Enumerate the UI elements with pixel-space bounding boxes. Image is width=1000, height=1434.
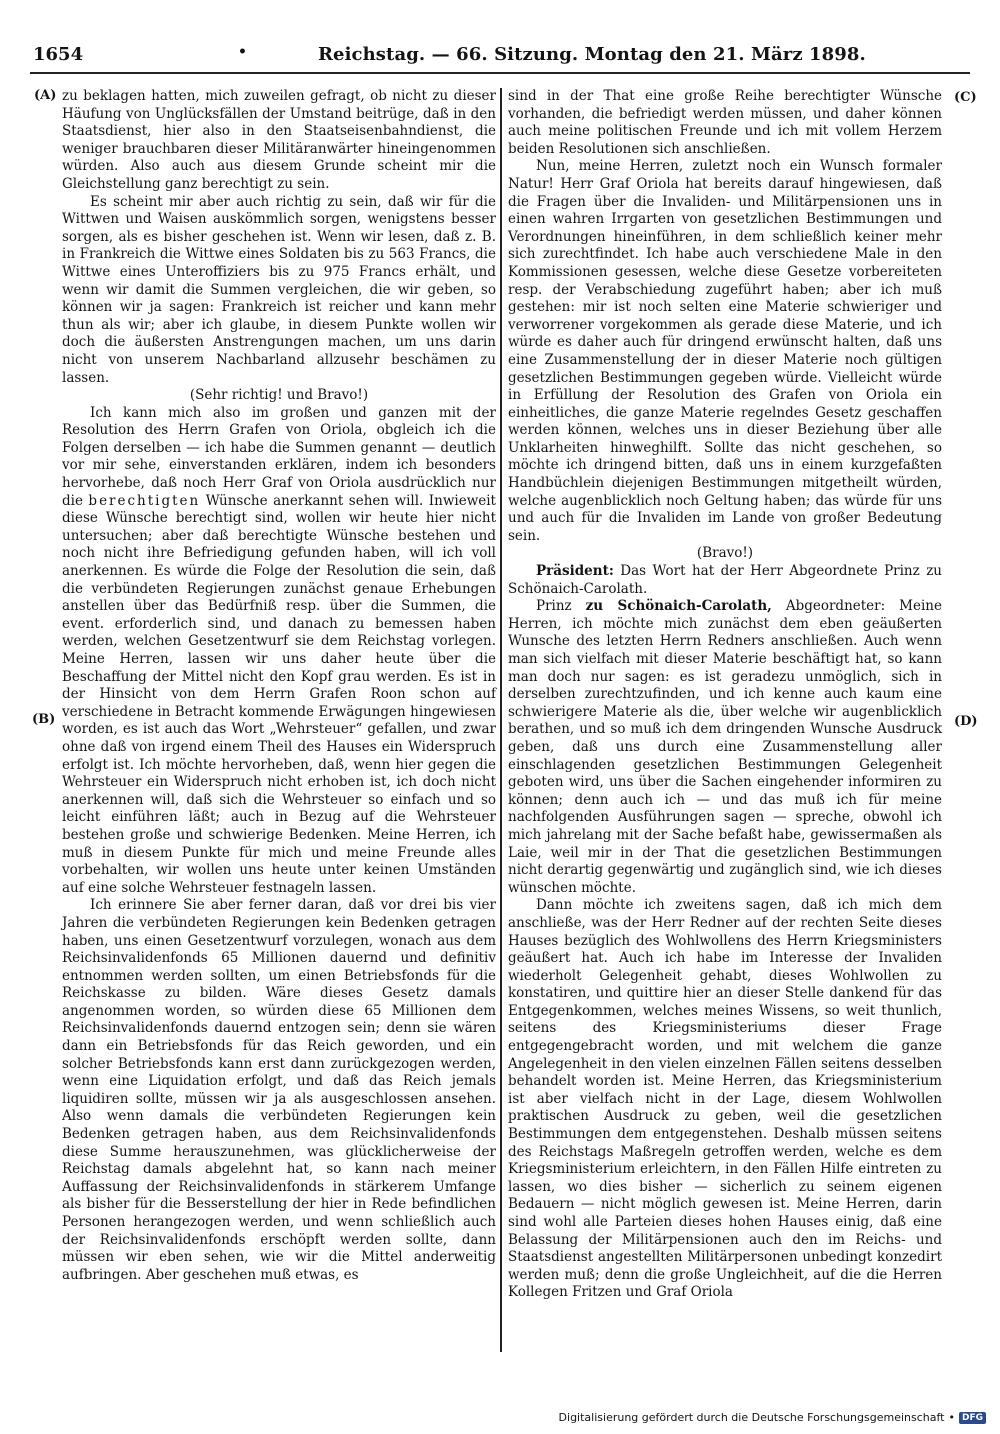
left-paragraph-4: Ich erinnere Sie aber ferner daran, daß vor drei bis vier Jahren die verbündeten Regierungen kein Bedenken getragen haben, uns einen Gesetzentwurf vorzulegen, wonach aus dem Reichsinvalidenfonds 65 Millionen dauernd und definitiv entnommen werden sollten, um einen Betriebsfonds für die Reichskasse zu bilden. Wäre dieses Gesetz damals angenommen worden, so würden diese 65 Millionen dem Reichsinvalidenfonds dauernd entzogen sein; denn sie wären dann ein Betriebsfonds für das Reich geworden, und ein solcher Betriebsfonds kann erst dann zurückgezogen werden, wenn eine Liquidation erfolgt, und daß das Reich jemals liquidiren sollte, müssen wir ja als ausgeschlossen ansehen. Also wenn damals die verbündeten Regierungen kein Bedenken getragen haben, aus dem Reichsinvalidenfonds diese Summe herauszunehmen, was glücklicherweise der Reichstag damals abgelehnt hat, so kann nach meiner Auffassung der Reichsinvalidenfonds in stärkerem Umfange als bisher für die Besserstellung der hier in Rede befindlichen Personen herangezogen werden, und wenn schließlich auch der Reichsinvalidenfonds erschöpft werden sollte, dann müssen wir eben sehen, wie wir die Mittel anderweitig aufbringen. Aber geschehen muß etwas, es: [62, 897, 496, 1283]
speaker-name: zu Schönaich-Carolath,: [585, 598, 772, 615]
page-header: [30, 38, 970, 68]
header-title: Reichstag. — 66. Sitzung. Montag den 21. März 1898.: [318, 44, 866, 65]
right-paragraph-4: Dann möchte ich zweitens sagen, daß ich mich dem anschließe, was der Herr Redner auf der rechten Seite dieses Hauses bezüglich des Wohlwollens des Herrn Kriegsministers geäußert hat. Auch ich habe im Interesse der Invaliden wiederholt Gelegenheit gehabt, dieses Wohlwollen zu konstatiren, und quittire hier an dieser Stelle dankend für das Entgegenkommen, welches meines Wissens, so weit thunlich, seitens des Kriegsministeriums dieser Frage entgegengebracht worden, und mit welchem die ganze Angelegenheit in den vielen einzelnen Fällen seitens desselben behandelt worden ist. Meine Herren, das Kriegsministerium ist aber vielfach nicht in der Lage, diesem Wohlwollen praktischen Ausdruck zu geben, weil die gesetzlichen Bestimmungen dem entgegenstehen. Deshalb müssen seitens des Reichstags Maßregeln getroffen werden, welche es dem Kriegsministerium erleichtern, in den Fällen Hilfe eintreten zu lassen, wo dies bisher — sicherlich zu seinem eigenen Bedauern — nicht möglich gewesen ist. Meine Herren, darin sind wohl alle Parteien dieses hohen Hauses einig, daß eine Belassung der Militärpensionen auch den im Reichs- und Staatsdienst angestellten Militärpersonen unbedingt konzedirt werden muß; denn die große Ungleichheit, auf die die Herren Kollegen Fritzen und Graf Oriola: [508, 897, 942, 1301]
footer-separator: •: [948, 1411, 955, 1424]
column-divider: [500, 88, 502, 1352]
margin-letter-a: (A): [34, 88, 57, 103]
margin-letter-b: (B): [32, 712, 56, 727]
left-paragraph-3-part-a: Ich kann mich also im großen und ganzen mit der Resolution des Herrn Grafen von Oriola, obgleich ich die Folgen derselben — ich habe die Summen genannt — deutlich vor mir sehe, einverstanden erklären, indem ich besonders hervorhebe, daß noch Herr Graf von Oriola ausdrücklich nur die: [62, 404, 496, 509]
applause-note-2: (Bravo!): [696, 545, 754, 562]
speaker-role: Abgeordneter:: [785, 598, 886, 615]
margin-letter-d: (D): [954, 714, 978, 729]
header-rule: [30, 72, 970, 74]
right-paragraph-1: sind in der That eine große Reihe berechtigter Wünsche vorhanden, die befriedigt werden müssen, und daher können auch meine politischen Freunde und ich mit vollem Herzem beiden Resolutionen sich anschließen.: [508, 88, 942, 157]
left-paragraph-1: zu beklagen hatten, mich zuweilen gefragt, ob nicht zu dieser Häufung von Unglücksfällen der Umstand beitrüge, daß in den Staatsdienst, hier also in den Staatseisenbahndienst, die weniger brauchbaren dieser Militäranwärter hineingenommen würden. Also auch aus diesem Grunde scheint mir die Gleichstellung ganz berechtigt zu sein.: [62, 88, 496, 192]
left-paragraph-2: Es scheint mir aber auch richtig zu sein, daß wir für die Wittwen und Waisen auskömmlich sorgen, wenigstens besser sorgen, als es bisher geschehen ist. Wenn wir lesen, daß z. B. in Frankreich die Wittwe eines Soldaten bis zu 563 Francs, die Wittwe eines Unteroffiziers bis zu 975 Francs erhält, und wenn wir damit die Summen vergleichen, die wir geben, so können wir ja sagen: Frankreich ist reicher und kann mehr thun als wir; aber ich glaube, in diesem Punkte wollen wir doch die äußersten Anstrengungen machen, um uns darin nicht von unserem Nachbarland allzusehr beschämen zu lassen.: [62, 193, 496, 386]
applause-note-1: (Sehr richtig! und Bravo!): [189, 387, 369, 404]
emphasized-word: berechtigten: [88, 492, 201, 509]
right-column: [508, 88, 942, 1302]
digitization-footer: [559, 1411, 986, 1424]
left-column: [62, 88, 496, 1284]
footer-text: Digitalisierung gefördert durch die Deutsche Forschungsgemeinschaft: [558, 1411, 945, 1424]
margin-letter-c: (C): [954, 90, 977, 105]
president-text: Das Wort hat der Herr Abgeordnete Prinz zu Schönaich-Carolath.: [508, 563, 942, 597]
president-statement: [508, 563, 942, 598]
page-number: 1654: [33, 44, 84, 65]
speaker-text: Meine Herren, ich möchte mich zunächst dem eben geäußerten Wunsche des letzten Herrn Redners anschließen. Auch wenn man sich vielfach mit dieser Materie beschäftigt hat, so kann man doch nur sagen: es ist geradezu unmöglich, sich in derselben zurechtzufinden, und ich kenne auch kaum eine schwierigere Materie als die, über welche wir augenblicklich berathen, und so muß ich dem dringenden Wunsche Ausdruck geben, daß uns durch eine Zusammenstellung aller einschlagenden gesetzlichen Bestimmungen Gelegenheit geboten wird, uns über die Sachen eingehender informiren zu können; denn auch ich — und das muß ich für meine nachfolgenden Ausführungen sagen — spreche, obwohl ich mich jahrelang mit der Sache befaßt habe, gewissermaßen als Laie, weil mir in der That die gesetzlichen Bestimmungen nicht derartig gegenwärtig und zugänglich sind, wie ich dieses wünschen möchte.: [508, 598, 942, 896]
speaker-paragraph: [508, 598, 942, 897]
left-paragraph-3-part-b: Wünsche anerkannt sehen will. Inwieweit diese Wünsche berechtigt sind, wollen wir heute hier nicht untersuchen; aber daß berechtigte Wünsche bestehen und noch nicht ihre Befriedigung gefunden haben, will ich voll anerkennen. Es würde die Folge der Resolution die sein, daß die verbündeten Regierungen zunächst genaue Erhebungen anstellen über das Bedürfniß resp. über die Summen, die event. erforderlich sind, und danach zu bemessen haben werden, welchen Gesetzentwurf sie dem Reichstag vorlegen. Meine Herren, lassen wir uns daher heute über die Beschaffung der Mittel nicht den Kopf grau werden. Es ist in der Hinsicht von dem Herrn Grafen Roon schon auf verschiedene in Betracht kommende Erwägungen hingewiesen worden, es ist auch das Wort „Wehrsteuer“ gefallen, und zwar ohne daß von irgend einem Theil des Hauses ein Widerspruch erfolgt ist. Ich möchte hervorheben, daß, wenn hier gegen die Wehrsteuer ein Widerspruch nicht erhoben ist, ich doch nicht anerkennen will, daß sich die Wehrsteuer so einfach und so leicht einführen läßt; auch in Bezug auf die Wehrsteuer bestehen große und schwierige Bedenken. Meine Herren, ich muß in diesem Punkte für mich und meine Freunde alles vorbehalten, wir wollen uns heute unter keinen Umständen auf eine solche Wehrsteuer festnageln lassen.: [62, 492, 496, 896]
header-separator: •: [238, 44, 247, 60]
left-paragraph-3: [62, 405, 496, 898]
president-label: Präsident:: [536, 563, 614, 580]
speaker-prefix: Prinz: [536, 598, 572, 615]
right-paragraph-2: Nun, meine Herren, zuletzt noch ein Wunsch formaler Natur! Herr Graf Oriola hat bereits darauf hingewiesen, daß die Fragen über die Invaliden- und Militärpensionen uns in einen wahren Irrgarten von gesetzlichen Bestimmungen und Verordnungen hineinführen, in dem schließlich keiner mehr sich zurechtfindet. Ich habe auch verschiedene Male in den Kommissionen gesessen, welche diese Gesetze vorbereiteten resp. der Verabschiedung zugeführt haben; aber ich muß gestehen: mir ist noch selten eine Materie schwieriger und verworrener vorgekommen als gerade diese Materie, und ich würde es daher auch für dringend erwünscht halten, daß uns eine Zusammenstellung der in dieser Materie noch gültigen gesetzlichen Bestimmungen gegeben würde. Vielleicht würde in Erfüllung der Resolution des Grafen von Oriola ein einheitliches, die ganze Materie regelndes Gesetz geschaffen werden können, welches uns in dieser Beziehung über alle Unklarheiten hinweghilft. Sollte das nicht geschehen, so möchte ich dringend bitten, daß uns in einem kurzgefaßten Handbüchlein diejenigen Bestimmungen mitgetheilt würden, welche augenblicklich noch Geltung haben; das würde für uns und auch für die Invaliden im Lande von großer Bedeutung sein.: [508, 158, 942, 544]
dfg-logo-icon: DFG: [959, 1412, 986, 1424]
